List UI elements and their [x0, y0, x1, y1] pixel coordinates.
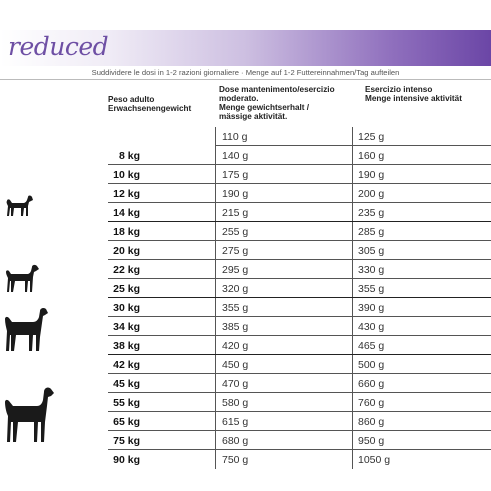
table-row [0, 146, 491, 165]
weight-cell: 45 kg [113, 378, 140, 390]
weight-cell: 22 kg [113, 264, 140, 276]
moderate-dose-cell: 385 g [222, 321, 249, 333]
moderate-dose-cell: 140 g [222, 150, 249, 162]
intense-dose-cell: 190 g [358, 169, 385, 181]
feeding-table [0, 127, 491, 469]
moderate-dose-cell: 110 g [222, 131, 248, 143]
weight-cell: 38 kg [113, 340, 140, 352]
giant-dog-icon [3, 384, 55, 444]
small-dog-icon [4, 192, 34, 218]
table-row [0, 412, 491, 431]
weight-cell: 18 kg [113, 226, 140, 238]
header-moderate: Dose mantenimento/esercizio moderato. Menge gewichtserhalt / mässige aktivität. [219, 85, 335, 121]
moderate-dose-cell: 175 g [222, 169, 249, 181]
weight-cell: 75 kg [113, 435, 140, 447]
table-row [0, 393, 491, 412]
intense-dose-cell: 235 g [358, 207, 385, 219]
table-row [0, 298, 491, 317]
moderate-dose-cell: 255 g [222, 226, 249, 238]
moderate-dose-cell: 320 g [222, 283, 249, 295]
weight-cell: 42 kg [113, 359, 140, 371]
table-row [0, 184, 491, 203]
intense-dose-cell: 305 g [358, 245, 385, 257]
intense-dose-cell: 330 g [358, 264, 385, 276]
intense-dose-cell: 950 g [358, 435, 385, 447]
table-row [0, 336, 491, 355]
weight-cell: 14 kg [113, 207, 140, 219]
weight-cell: 20 kg [113, 245, 140, 257]
table-row [0, 203, 491, 222]
weight-cell: 90 kg [113, 454, 140, 466]
moderate-dose-cell: 615 g [222, 416, 249, 428]
weight-cell: 8 kg [118, 150, 140, 162]
moderate-dose-cell: 275 g [222, 245, 249, 257]
table-row [0, 241, 491, 260]
intense-dose-cell: 285 g [358, 226, 385, 238]
intense-dose-cell: 760 g [358, 397, 385, 409]
weight-cell: 65 kg [113, 416, 140, 428]
intense-dose-cell: 660 g [358, 378, 385, 390]
brand-logo: reduced [8, 32, 109, 61]
table-row [0, 222, 491, 241]
table-row [0, 260, 491, 279]
moderate-dose-cell: 420 g [222, 340, 249, 352]
intense-dose-cell: 125 g [358, 131, 385, 143]
intense-dose-cell: 500 g [358, 359, 385, 371]
moderate-dose-cell: 215 g [222, 207, 249, 219]
medium-dog-icon [4, 262, 40, 294]
moderate-dose-cell: 680 g [222, 435, 249, 447]
weight-cell: 34 kg [113, 321, 140, 333]
table-row [0, 165, 491, 184]
weight-cell: 55 kg [113, 397, 140, 409]
subtitle-divider [0, 79, 491, 80]
moderate-dose-cell: 190 g [222, 188, 249, 200]
moderate-dose-cell: 450 g [222, 359, 249, 371]
moderate-dose-cell: 750 g [222, 454, 249, 466]
intense-dose-cell: 465 g [358, 340, 385, 352]
weight-cell: 25 kg [113, 283, 140, 295]
weight-cell: 12 kg [113, 188, 140, 200]
portion-note: Suddividere le dosi in 1-2 razioni giornaliere · Menge auf 1-2 Futtereinnahmen/Tag aufteilen [91, 68, 400, 77]
moderate-dose-cell: 295 g [222, 264, 249, 276]
weight-cell: 30 kg [113, 302, 140, 314]
intense-dose-cell: 1050 g [358, 454, 391, 466]
intense-dose-cell: 200 g [358, 188, 385, 200]
table-row [0, 431, 491, 450]
intense-dose-cell: 390 g [358, 302, 385, 314]
table-row [0, 374, 491, 393]
large-dog-icon [3, 305, 49, 353]
table-row [0, 450, 491, 469]
weight-cell: 10 kg [113, 169, 140, 181]
header-intense: Esercizio intenso Menge intensive aktivität [365, 85, 462, 103]
table-row [0, 127, 491, 146]
table-row [0, 279, 491, 298]
moderate-dose-cell: 580 g [222, 397, 249, 409]
header-weight: Peso adulto Erwachsenengewicht [108, 95, 192, 113]
intense-dose-cell: 160 g [358, 150, 385, 162]
intense-dose-cell: 430 g [358, 321, 385, 333]
moderate-dose-cell: 470 g [222, 378, 249, 390]
brand-banner [0, 30, 491, 66]
intense-dose-cell: 860 g [358, 416, 385, 428]
table-row [0, 317, 491, 336]
table-row [0, 355, 491, 374]
moderate-dose-cell: 355 g [222, 302, 249, 314]
intense-dose-cell: 355 g [358, 283, 385, 295]
